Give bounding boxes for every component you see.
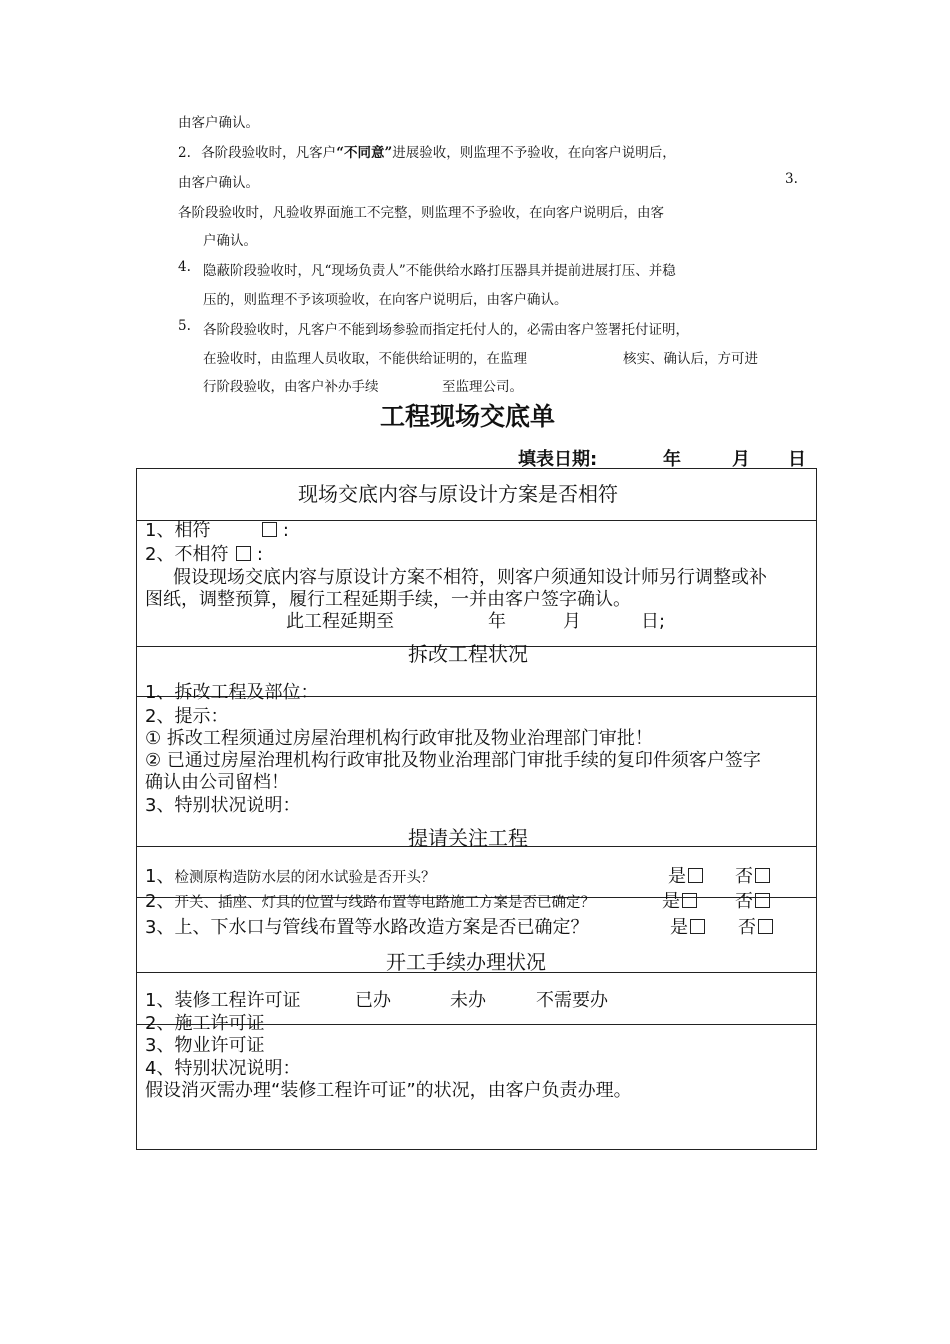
option-label: 2、不相符 (145, 544, 229, 565)
colon: : (282, 520, 289, 541)
mismatch-note: 假设现场交底内容与原设计方案不相符，则客户须通知设计师另行调整或补 (173, 567, 767, 588)
intro-line: 核实、确认后，方可进 (623, 351, 758, 367)
permit-item-1: 1、装修工程许可证 (145, 990, 301, 1011)
delay-year: 年 (488, 611, 506, 632)
permit-status-notdone[interactable]: 未办 (450, 990, 486, 1011)
row-number: 2、 (145, 891, 175, 912)
intro-line: 各阶段验收时，凡客户不能到场参验而指定托付人的，必需由客户签署托付证明， (203, 322, 689, 338)
row-text: 开关、插座、灯具的位置与线路布置等电路施工方案是否已确定？ (174, 895, 595, 911)
checkbox-no[interactable] (755, 893, 770, 908)
permit-note: 假设消灭需办理“装修工程许可证”的状况，由客户负责办理。 (145, 1080, 632, 1101)
yes-label: 是 (662, 891, 680, 912)
item-number: 2. (178, 145, 191, 161)
intro-line: 压的，则监理不予该项验收，在向客户说明后，由客户确认。 (203, 292, 568, 308)
option-match (145, 516, 289, 542)
intro-line: 由客户确认。 (178, 175, 259, 191)
item-text: 各阶段验收时，凡客户 (201, 145, 337, 161)
no-label: 否 (735, 866, 753, 887)
section-heading-design-match: 现场交底内容与原设计方案是否相符 (298, 482, 618, 506)
mismatch-note: 图纸，调整预算，履行工程延期手续，一并由客户签字确认。 (145, 589, 631, 610)
item-text: 进展验收，则监理不予验收，在向客户说明后， (392, 145, 676, 161)
section-heading-demolition: 拆改工程状况 (408, 642, 528, 666)
form-title: 工程现场交底单 (380, 402, 556, 431)
attention-no-1 (735, 862, 770, 888)
intro-line: 在验收时，由监理人员收取，不能供给证明的，在监理 (203, 351, 527, 367)
permit-status-notneeded[interactable]: 不需要办 (536, 990, 608, 1011)
demolition-item-1: 1、拆改工程及部位： (145, 682, 319, 703)
intro-line: 各阶段验收时，凡验收界面施工不完整，则监理不予验收，在向客户说明后，由客 (178, 205, 664, 221)
item-number: 5. (178, 318, 191, 334)
permit-item-3: 3、物业许可证 (145, 1035, 265, 1056)
date-month: 月 (732, 449, 750, 470)
section-heading-permits: 开工手续办理状况 (386, 950, 546, 974)
demolition-item-3: 3、特别状况说明： (145, 795, 301, 816)
item-number: 3. (785, 171, 798, 187)
demolition-note-1: ① 拆改工程须通过房屋治理机构行政审批及物业治理部门审批！ (145, 728, 653, 749)
attention-yes-1 (668, 862, 703, 888)
intro-line: 由客户确认。 (178, 115, 259, 131)
yes-label: 是 (668, 866, 686, 887)
item-number: 4. (178, 259, 191, 275)
attention-yes-3 (670, 913, 705, 939)
date-day: 日 (788, 449, 806, 470)
option-label: 1、相符 (145, 520, 211, 541)
checkbox-mismatch[interactable] (236, 546, 251, 561)
intro-line: 行阶段验收，由客户补办手续 (203, 379, 379, 395)
no-label: 否 (738, 917, 756, 938)
checkbox-yes[interactable] (690, 919, 705, 934)
date-year: 年 (663, 449, 681, 470)
row-number: 1、 (145, 866, 175, 887)
item-emphasis: “不同意” (336, 145, 393, 161)
intro-item-2 (178, 141, 676, 161)
colon: : (256, 544, 263, 565)
checkbox-match[interactable] (262, 522, 277, 537)
delay-month: 月 (563, 611, 581, 632)
checkbox-no[interactable] (755, 868, 770, 883)
row-text: 检测原构造防水层的闭水试验是否开头？ (174, 870, 436, 886)
demolition-item-2: 2、提示： (145, 706, 229, 727)
row-number: 3、 (145, 917, 175, 938)
no-label: 否 (735, 891, 753, 912)
row-text: 上、下水口与管线布置等水路改造方案是否已确定？ (174, 917, 589, 938)
attention-no-2 (735, 887, 770, 913)
attention-yes-2 (662, 887, 697, 913)
demolition-note-2: ② 已通过房屋治理机构行政审批及物业治理部门审批手续的复印件须客户签字 (145, 750, 761, 771)
checkbox-yes[interactable] (688, 868, 703, 883)
yes-label: 是 (670, 917, 688, 938)
delay-prefix: 此工程延期至 (286, 611, 394, 632)
checkbox-no[interactable] (758, 919, 773, 934)
permit-item-2: 2、施工许可证 (145, 1013, 265, 1034)
attention-row-3 (145, 913, 588, 939)
delay-day: 日; (641, 611, 666, 632)
permit-status-done[interactable]: 已办 (355, 990, 391, 1011)
attention-no-3 (738, 913, 773, 939)
attention-row-1 (145, 862, 435, 888)
permit-item-4: 4、特别状况说明： (145, 1058, 301, 1079)
attention-row-2 (145, 887, 595, 913)
demolition-note-2: 确认由公司留档！ (145, 772, 289, 793)
checkbox-yes[interactable] (682, 893, 697, 908)
intro-line: 户确认。 (203, 233, 257, 249)
date-label: 填表日期: (518, 449, 598, 470)
intro-line: 隐蔽阶段验收时，凡“现场负责人”不能供给水路打压器具并提前进展打压、并稳 (203, 263, 676, 279)
section-heading-attention: 提请关注工程 (408, 826, 528, 850)
intro-line: 至监理公司。 (442, 379, 523, 395)
